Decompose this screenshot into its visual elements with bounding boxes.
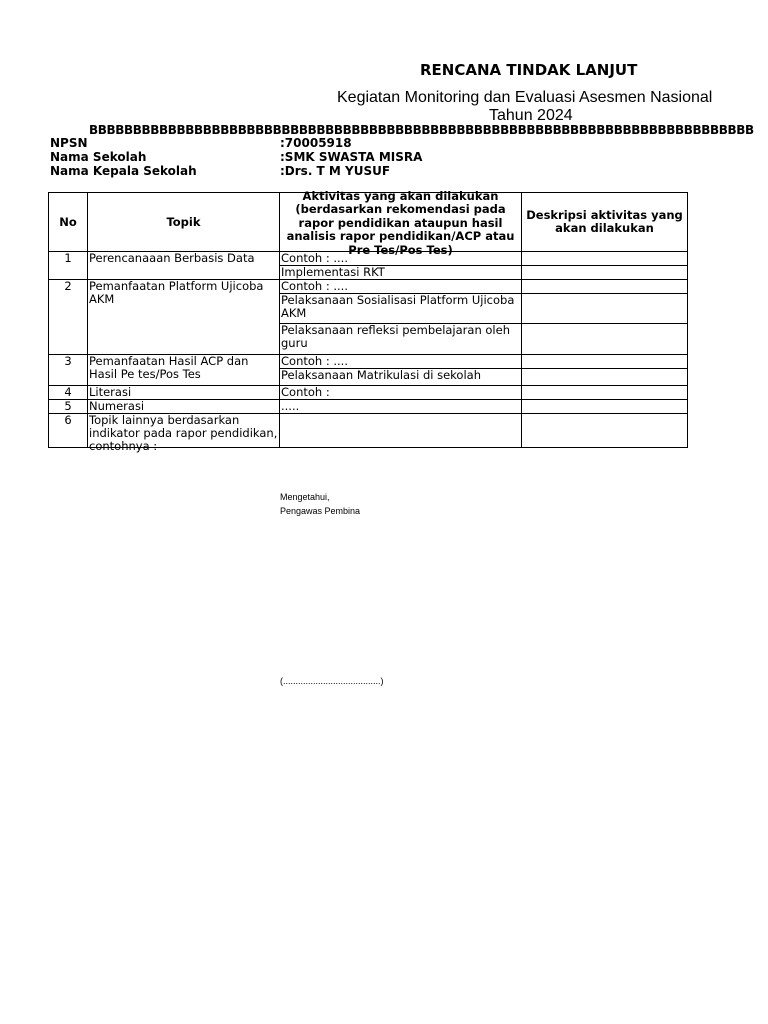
npsn-label: NPSN — [50, 136, 88, 150]
table-row — [49, 355, 688, 369]
header-topik: Topik — [88, 193, 280, 252]
activity-cell: Contoh : .... — [280, 252, 522, 266]
activity-cell: Pelaksanaan Sosialisasi Platform Ujicoba AKM — [280, 294, 522, 324]
activity-cell: Pelaksanaan Matrikulasi di sekolah — [280, 369, 522, 386]
row-number: 3 — [49, 355, 88, 386]
description-cell[interactable] — [522, 252, 688, 266]
activity-cell: Contoh : .... — [280, 280, 522, 294]
table-row — [49, 414, 688, 448]
activity-cell: Contoh : .... — [280, 355, 522, 369]
description-cell[interactable] — [522, 400, 688, 414]
document-title: RENCANA TINDAK LANJUT — [420, 61, 638, 79]
row-topic: Numerasi — [88, 400, 280, 414]
description-cell[interactable] — [522, 414, 688, 448]
filler-text-line: BBBBBBBBBBBBBBBBBBBBBBBBBBBBBBBBBBBBBBBBBBBBBBBBBBBBBBBBBBBBBBBBBBBBBBBBBBBB — [89, 123, 754, 137]
description-cell[interactable] — [522, 266, 688, 280]
school-name-label: Nama Sekolah — [50, 150, 147, 164]
activity-cell — [280, 414, 522, 448]
row-number: 5 — [49, 400, 88, 414]
description-cell[interactable] — [522, 386, 688, 400]
activity-cell: ..... — [280, 400, 522, 414]
school-name-value: :SMK SWASTA MISRA — [280, 150, 423, 164]
description-cell[interactable] — [522, 369, 688, 386]
supervisor-role-label: Pengawas Pembina — [280, 506, 361, 516]
description-cell[interactable] — [522, 324, 688, 355]
row-topic: Literasi — [88, 386, 280, 400]
row-number: 6 — [49, 414, 88, 448]
row-topic: Topik lainnya berdasarkan indikator pada rapor pendidikan, contohnya : — [88, 414, 280, 448]
row-number: 4 — [49, 386, 88, 400]
row-topic: Pemanfaatan Platform Ujicoba AKM — [88, 280, 280, 355]
document-subtitle: Kegiatan Monitoring dan Evaluasi Asesmen Nasional — [337, 89, 713, 106]
row-number: 1 — [49, 252, 88, 280]
document-year: Tahun 2024 — [489, 107, 573, 124]
principal-name-label: Nama Kepala Sekolah — [50, 164, 197, 178]
description-cell[interactable] — [522, 294, 688, 324]
principal-name-value: :Drs. T M YUSUF — [280, 164, 391, 178]
activity-cell: Pelaksanaan refleksi pembelajaran oleh guru — [280, 324, 522, 355]
row-topic: Perencanaaan Berbasis Data — [88, 252, 280, 280]
table-header-row — [49, 193, 688, 252]
npsn-value: :70005918 — [280, 136, 352, 150]
header-deskripsi: Deskripsi aktivitas yang akan dilakukan — [522, 193, 688, 252]
signature-blank-line: (.......................................) — [280, 676, 384, 686]
row-number: 2 — [49, 280, 88, 355]
description-cell[interactable] — [522, 355, 688, 369]
header-no: No — [49, 193, 88, 252]
activity-cell: Contoh : — [280, 386, 522, 400]
table-row — [49, 400, 688, 414]
description-cell[interactable] — [522, 280, 688, 294]
header-aktivitas: Aktivitas yang akan dilakukan (berdasarkan rekomendasi pada rapor pendidikan ataupun hasil analisis rapor pendidikan/ACP atau Pre Tes/Pos Tes) — [280, 193, 522, 252]
row-topic: Pemanfaatan Hasil ACP dan Hasil Pe tes/Pos Tes — [88, 355, 280, 386]
table-row — [49, 386, 688, 400]
activity-cell: Implementasi RKT — [280, 266, 522, 280]
table-row — [49, 280, 688, 294]
follow-up-plan-table — [48, 189, 688, 453]
acknowledged-label: Mengetahui, — [280, 492, 330, 502]
